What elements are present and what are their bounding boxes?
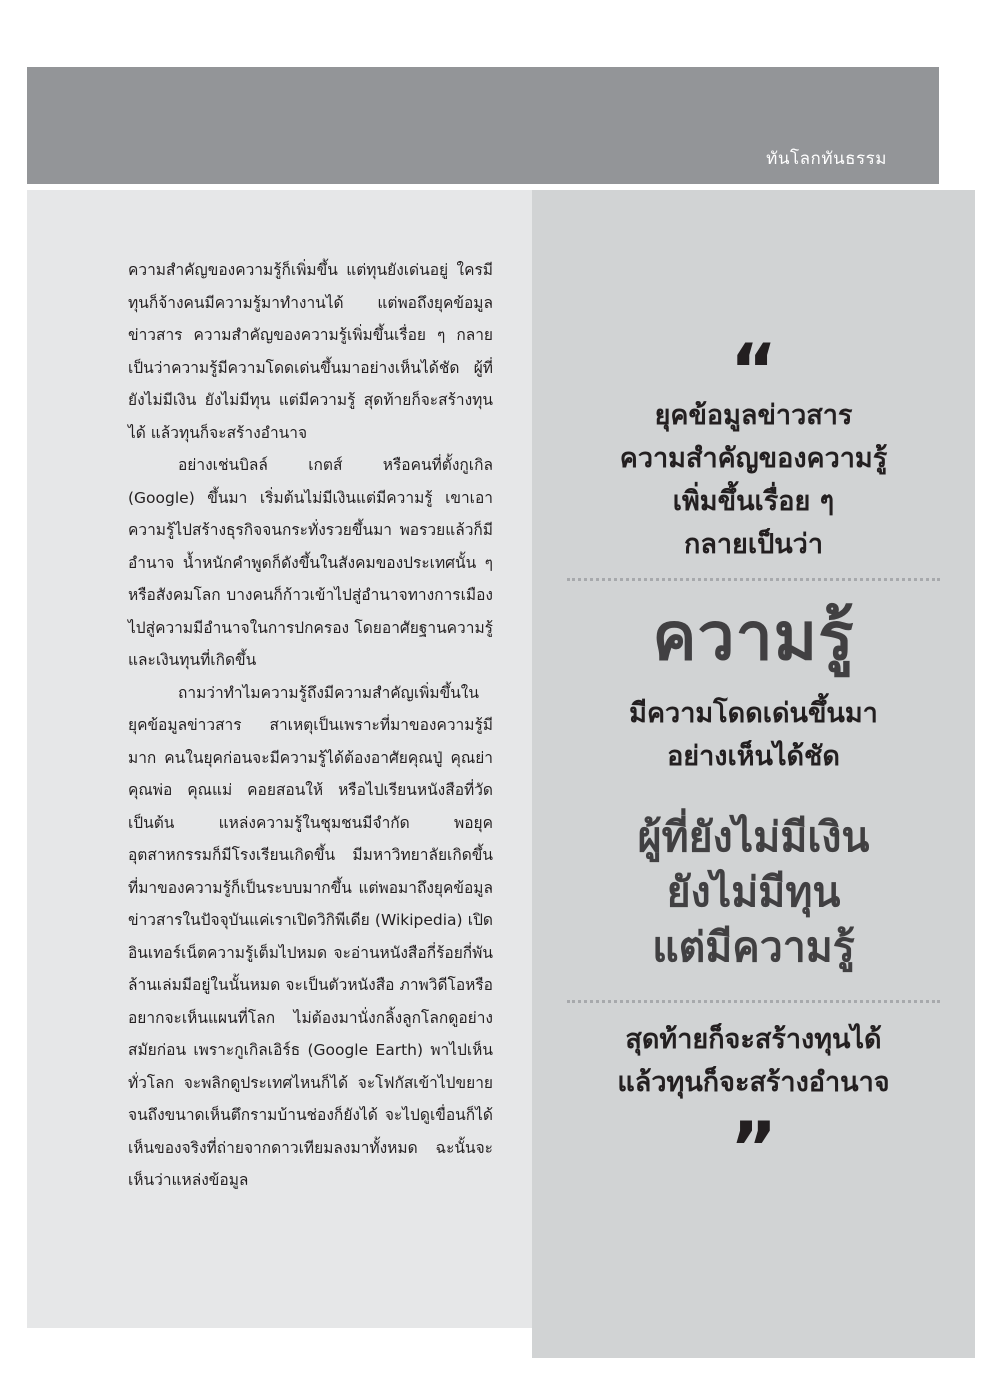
article-paragraph: อย่างเช่นบิลล์ เกตส์ หรือคนที่ตั้งกูเกิล (Google) ขึ้นมา เริ่มต้นไม่มีเงินแต่มีความรู้ เขาเอาความรู้ไปสร้างธุรกิจจนกระทั่งรวยขึ้นมา พอรวยแล้วก็มีอำนาจ น้ำหนักคำพูดก็ดังขึ้นในสังคมของประเทศนั้น ๆ หรือสังคมโลก บางคนก็ก้าวเข้าไปสู่อำนาจทางการเมือง ไปสู่ความมีอำนาจในการปกครอง โดยอาศัยฐานความรู้และเงินทุนที่เกิดขึ้น bbox=[128, 456, 493, 669]
pull-quote-line: ยังไม่มีทุน bbox=[666, 868, 841, 916]
section-label: ทันโลกทันธรรม bbox=[766, 149, 887, 169]
pull-quote-line: อย่างเห็นได้ชัด bbox=[667, 741, 840, 772]
pull-quote-line: มีความโดดเด่นขึ้นมา bbox=[629, 698, 878, 729]
pull-quote-emphasis bbox=[532, 810, 975, 975]
pull-quote-line: แต่มีความรู้ bbox=[652, 923, 855, 971]
pull-quote-line: ผู้ที่ยังไม่มีเงิน bbox=[637, 813, 870, 861]
pull-quote-closing bbox=[532, 1018, 975, 1104]
top-banner bbox=[27, 67, 939, 184]
pull-quote-line: ยุคข้อมูลข่าวสาร bbox=[654, 400, 853, 431]
open-quote-mark: “ bbox=[729, 328, 778, 412]
pull-quote-middle bbox=[532, 692, 975, 778]
pull-quote-intro bbox=[532, 394, 975, 566]
article-paragraph: ความสำคัญของความรู้ก็เพิ่มขึ้น แต่ทุนยังเด่นอยู่ ใครมีทุนก็จ้างคนมีความรู้มาทำงานได้ แต่พอถึงยุคข้อมูลข่าวสาร ความสำคัญของความรู้เพิ่มขึ้นเรื่อย ๆ กลายเป็นว่าความรู้มีความโดดเด่นขึ้นมาอย่างเห็นได้ชัด ผู้ที่ยังไม่มีเงิน ยังไม่มีทุน แต่มีความรู้ สุดท้ายก็จะสร้างทุนได้ แล้วทุนก็จะสร้างอำนาจ bbox=[128, 261, 493, 442]
pull-quote-line: เพิ่มขึ้นเรื่อย ๆ bbox=[672, 486, 835, 517]
pull-quote-highlight: ความรู้ bbox=[652, 598, 855, 675]
close-quote-mark: ” bbox=[729, 1106, 778, 1190]
pull-quote-panel bbox=[532, 190, 975, 1358]
pull-quote-line: สุดท้ายก็จะสร้างทุนได้ bbox=[625, 1024, 882, 1055]
dotted-divider bbox=[567, 578, 940, 581]
pull-quote-line: กลายเป็นว่า bbox=[683, 529, 824, 560]
dotted-divider bbox=[567, 1000, 940, 1003]
article-paragraph: ถามว่าทำไมความรู้ถึงมีความสำคัญเพิ่มขึ้นในยุคข้อมูลข่าวสาร สาเหตุเป็นเพราะที่มาของความรู้มีมาก คนในยุคก่อนจะมีความรู้ได้ต้องอาศัยคุณปู่ คุณย่า คุณพ่อ คุณแม่ คอยสอนให้ หรือไปเรียนหนังสือที่วัด เป็นต้น แหล่งความรู้ในชุมชนมีจำกัด พอยุคอุตสาหกรรมก็มีโรงเรียนเกิดขึ้น มีมหาวิทยาลัยเกิดขึ้น ที่มาของความรู้ก็เป็นระบบมากขึ้น แต่พอมาถึงยุคข้อมูลข่าวสารในปัจจุบันแค่เราเปิดวิกิพีเดีย (Wikipedia) เปิดอินเทอร์เน็ตความรู้เต็มไปหมด จะอ่านหนังสือกี่ร้อยกี่พันล้านเล่มมีอยู่ในนั้นหมด จะเป็นตัวหนังสือ ภาพวิดีโอหรืออยากจะเห็นแผนที่โลก ไม่ต้องมานั่งกลิ้งลูกโลกดูอย่างสมัยก่อน เพราะกูเกิลเอิร์ธ (Google Earth) พาไปเห็นทั่วโลก จะพลิกดูประเทศไหนก็ได้ จะโฟกัสเข้าไปขยายจนถึงขนาดเห็นตึกรามบ้านช่องก็ยังได้ จะไปดูเขื่อนก็ได้ เห็นของจริงที่ถ่ายจากดาวเทียมลงมาทั้งหมด ฉะนั้นจะเห็นว่าแหล่งข้อมูล bbox=[128, 683, 493, 1189]
pull-quote-line: แล้วทุนก็จะสร้างอำนาจ bbox=[617, 1067, 890, 1098]
pull-quote-line: ความสำคัญของความรู้ bbox=[619, 443, 888, 474]
article-body bbox=[128, 254, 493, 1197]
